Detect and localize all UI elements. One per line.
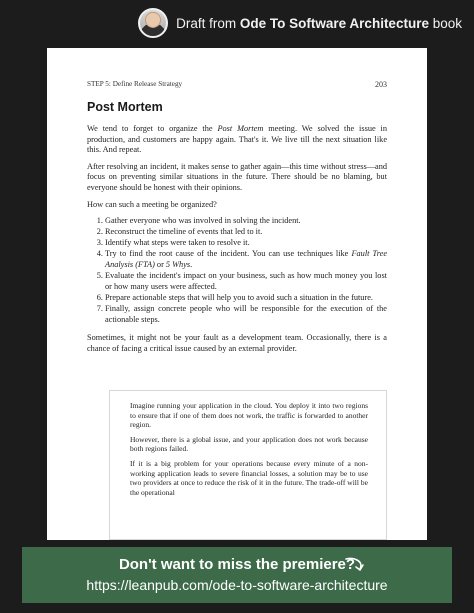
list-item: 5. Evaluate the incident's impact on your business, such as how much money you lost or how many users were affected. (105, 271, 387, 292)
header-text (176, 16, 462, 31)
list-item: 1. Gather everyone who was involved in solving the incident. (105, 216, 387, 227)
callout-paragraph: Imagine running your application in the cloud. You deploy it into two regions to ensure that if one of them does not work, the traffic is forwarded to another region. (130, 401, 368, 430)
banner-title: Don't want to miss the premiere? (118, 556, 356, 573)
promo-banner[interactable] (22, 547, 452, 603)
section-title: Post Mortem (87, 100, 163, 114)
steps-list (87, 216, 387, 325)
paragraph: Sometimes, it might not be your fault as a development team. Occasionally, there is a chance of facing a critical issue caused by an external provider. (87, 333, 387, 353)
chapter-label: STEP 5: Define Release Strategy (87, 80, 183, 88)
header-suffix: book (428, 15, 462, 31)
page-body (87, 124, 387, 360)
example-callout (109, 390, 387, 540)
header (0, 0, 474, 46)
author-avatar (138, 8, 168, 38)
text-run: or (154, 260, 166, 270)
list-item: 2. Reconstruct the timeline of events that led to it. (105, 227, 387, 238)
list-item: 3. Identify what steps were taken to resolve it. (105, 238, 387, 249)
emphasis: 5 Whys (165, 260, 191, 270)
emphasis: Fault Tree Analysis (FTA) (105, 249, 387, 270)
callout-paragraph: However, there is a global issue, and your application does not work because both regions failed. (130, 434, 368, 454)
header-prefix: Draft from (176, 15, 240, 31)
curved-arrow-icon (342, 555, 368, 577)
emphasis: Post Mortem (217, 124, 264, 133)
text-run: We tend to forget to organize the (87, 124, 218, 133)
callout-paragraph: If it is a big problem for your operations because every minute of a non-working application leads to severe financial losses, a solution may be to use two providers at once to reduce the risk of it in the future. The trade-off will be the operational (130, 458, 368, 497)
text-run: Try to find the root cause of the incident. You can use techniques like (105, 249, 352, 259)
list-item (105, 249, 387, 270)
paragraph: How can such a meeting be organized? (87, 199, 217, 209)
paragraph (87, 124, 387, 156)
text-run: . (190, 260, 193, 270)
paragraph: After resolving an incident, it makes sense to gather again—this time without stress—and focus on preventing similar situations in the future. There should be no blaming, but everyone should be honest with their opinions. (87, 161, 387, 192)
running-head (87, 80, 387, 89)
book-page (47, 48, 427, 540)
list-item: 6. Prepare actionable steps that will help you to avoid such a situation in the future. (105, 293, 387, 304)
book-link[interactable]: https://leanpub.com/ode-to-software-architecture (86, 577, 388, 593)
list-item: 7. Finally, assign concrete people who will be responsible for the execution of the actionable steps. (105, 304, 387, 325)
text-run: meeting. We solved the issue in production, and customers are happy again. That's it. We live till the next situation like this. And repeat. (87, 124, 387, 155)
page-number: 203 (375, 80, 387, 89)
book-title: Ode To Software Architecture (239, 15, 429, 31)
